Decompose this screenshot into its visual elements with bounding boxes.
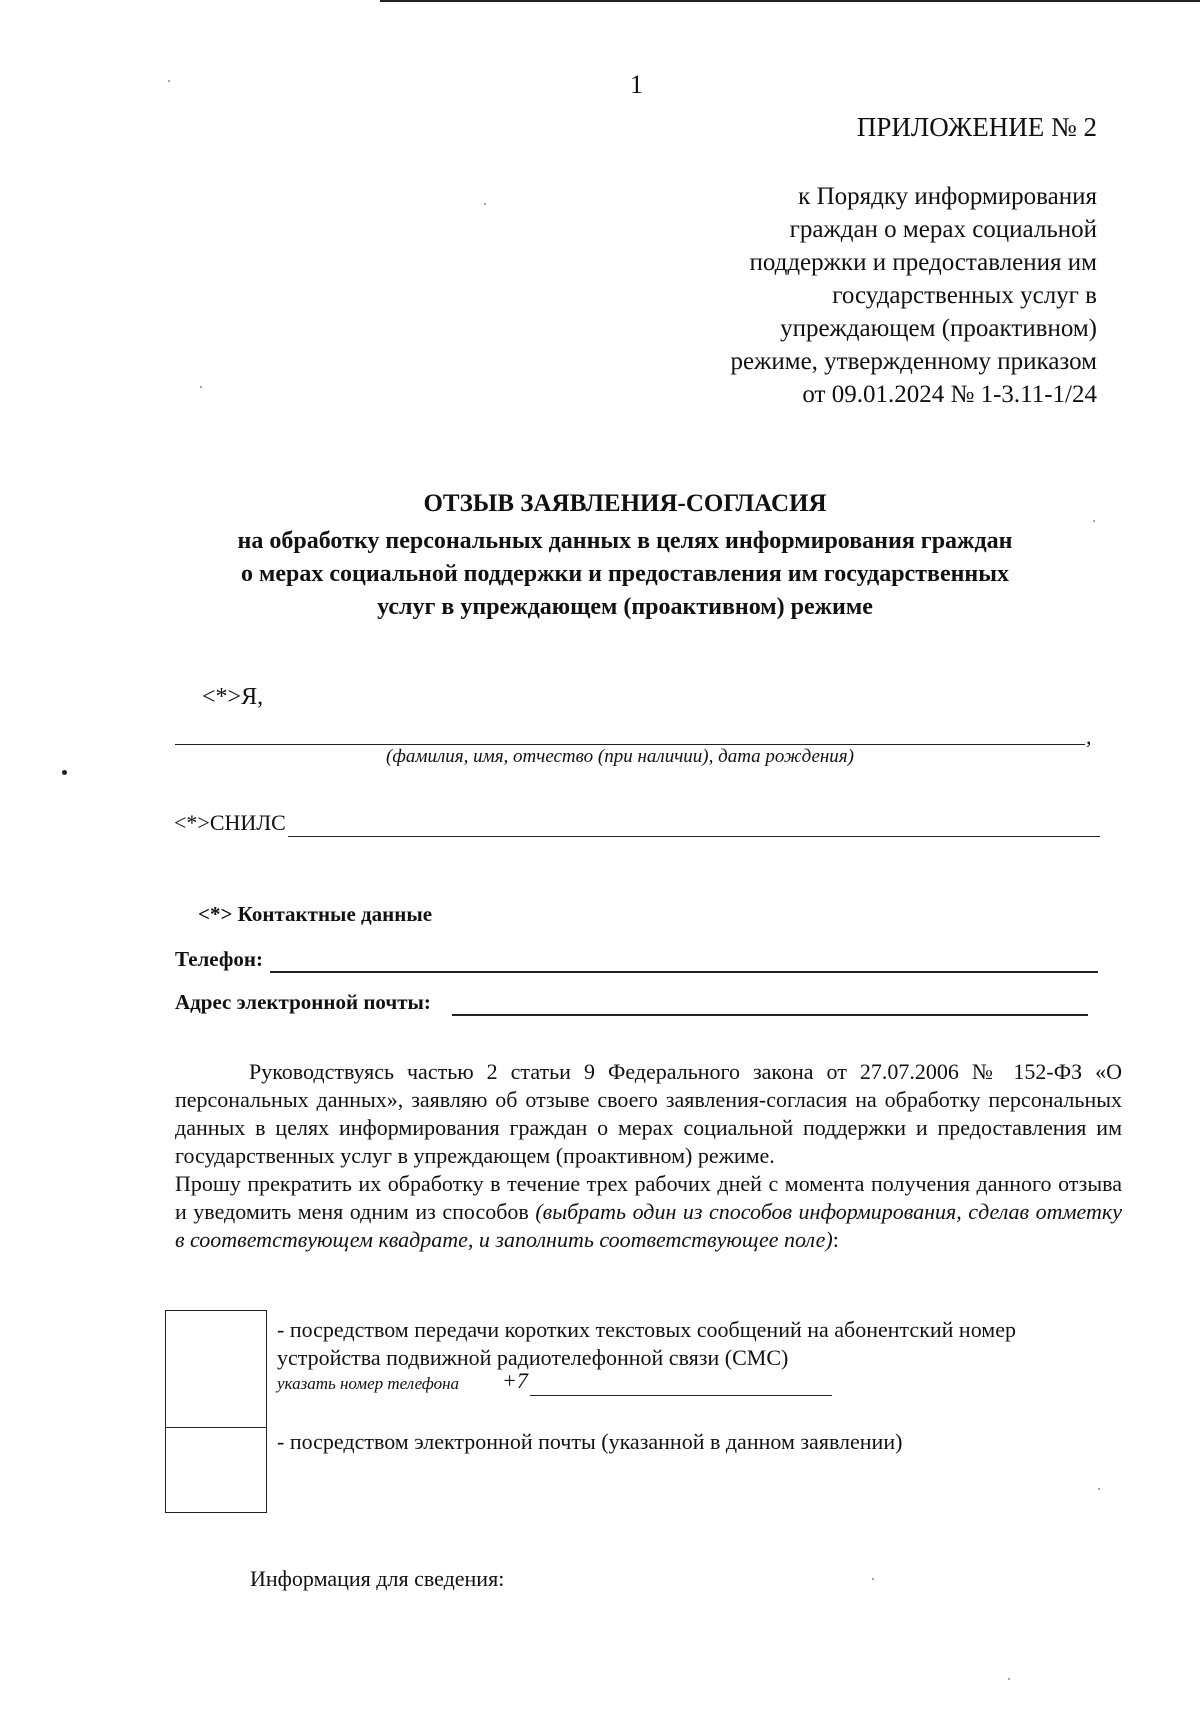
- scan-speck: [200, 386, 202, 388]
- sms-phone-prefix: +7: [502, 1368, 528, 1393]
- reference-line: к Порядку информирования: [798, 183, 1097, 210]
- email-label: Адрес электронной почты:: [175, 990, 431, 1014]
- appendix-reference: [637, 180, 1097, 411]
- scan-speck: [1098, 1488, 1100, 1490]
- request-text: Прошу прекратить их обработку в течение трех рабочих дней с момента получения данного отзыва и уведомить меня одним из способов: [175, 1171, 1122, 1224]
- sms-option-line-1: - посредством передачи коротких текстовых сообщений на абонентский номер: [277, 1317, 1016, 1342]
- top-border-line: [380, 0, 1200, 2]
- scan-speck: [1093, 520, 1095, 522]
- document-title: ОТЗЫВ ЗАЯВЛЕНИЯ-СОГЛАСИЯ: [423, 490, 827, 517]
- fio-hint: (фамилия, имя, отчество (при наличии), дата рождения): [386, 746, 854, 767]
- scan-speck: [168, 80, 170, 82]
- document-subtitle: [150, 525, 1100, 624]
- reference-line: режиме, утвержденному приказом: [730, 348, 1097, 375]
- snils-label: <*>СНИЛС: [174, 810, 286, 835]
- reference-line: упреждающем (проактивном): [780, 315, 1097, 342]
- phone-field[interactable]: [270, 971, 1098, 973]
- subtitle-line: услуг в упреждающем (проактивном) режиме: [377, 594, 873, 620]
- reference-line: государственных услуг в: [832, 282, 1097, 309]
- instruction-text: (выбрать один из способов информирования, сделав отметку в соответствующем квадрате, и заполнить соответствующее поле): [175, 1199, 1122, 1252]
- request-colon: :: [832, 1227, 839, 1252]
- statement-text: [175, 1058, 1122, 1254]
- statement-paragraph-1: Руководствуясь частью 2 статьи 9 Федерального закона от 27.07.2006 № 152-ФЗ «О персональных данных», заявляю об отзыве своего заявления-согласия на обработку персональных данных в целях информирования граждан о мерах социальной поддержки и предоставления им государственных услуг в упреждающем (проактивном) режиме.: [175, 1059, 1122, 1168]
- page-number: 1: [630, 70, 643, 99]
- subtitle-line: на обработку персональных данных в целях информирования граждан: [237, 528, 1013, 554]
- phone-label: Телефон:: [175, 947, 264, 971]
- reference-line: граждан о мерах социальной: [789, 216, 1097, 243]
- scan-speck: [484, 203, 486, 205]
- fio-field[interactable]: [175, 744, 1085, 745]
- subtitle-line: о мерах социальной поддержки и предоставления им государственных: [240, 561, 1009, 587]
- email-option-checkbox[interactable]: [165, 1426, 267, 1513]
- scan-speck: [62, 770, 67, 775]
- contacts-heading: <*> Контактные данные: [198, 902, 433, 926]
- statement-paragraph-2: [175, 1170, 1122, 1254]
- info-label: Информация для сведения:: [250, 1566, 505, 1591]
- sms-phone-field[interactable]: [530, 1395, 832, 1396]
- sms-option-line-2: устройства подвижной радиотелефонной связи (СМС): [277, 1345, 789, 1370]
- email-field[interactable]: [452, 1014, 1088, 1016]
- appendix-heading: ПРИЛОЖЕНИЕ № 2: [856, 112, 1097, 142]
- sms-option-checkbox[interactable]: [165, 1310, 267, 1428]
- fio-comma: ,: [1086, 724, 1092, 749]
- scan-speck: [872, 1578, 874, 1580]
- reference-line: поддержки и предоставления им: [749, 249, 1097, 276]
- email-option-text: - посредством электронной почты (указанной в данном заявлении): [277, 1429, 903, 1454]
- sms-phone-hint: указать номер телефона: [277, 1374, 460, 1393]
- scan-speck: [1008, 1678, 1010, 1680]
- reference-line: от 09.01.2024 № 1-3.11-1/24: [802, 381, 1097, 408]
- ya-label: <*>Я,: [202, 684, 264, 710]
- snils-field[interactable]: [288, 836, 1100, 837]
